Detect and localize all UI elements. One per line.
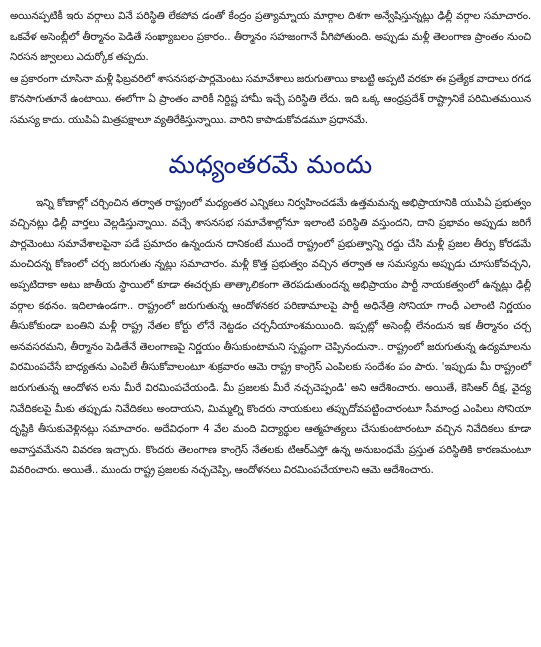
section-heading: మధ్యంతరమే మందు (168, 149, 373, 179)
body-paragraph (10, 193, 531, 481)
second-paragraph: ఆ ప్రకారంగా చూసినా మళ్లీ ఫిబ్రవరిలో శాసనసభ-పార్లమెంటు సమావేశాలు జరుగుతాయి కాబట్టి అప్పటి వరకూ ఈ ప్రత్యేక వాదాలు రగడ కొనసాగుతూనే ఉంటాయి. ఈలోగా ఏ ప్రాంతం వారికీ నిర్దిష్ట హామీ ఇచ్చే పరిస్థితి లేదు. ఇది ఒక్క ఆంధ్రప్రదేశ్ రాష్ట్రానికే పరిమితమయిన సమస్య కాదు. యుపిఏ మిత్రపక్షాలూ వ్యతిరేకిస్తున్నాయి. వారిని కాపాడుకోవడమూ ప్రధానమే. (10, 72, 531, 126)
intro-paragraph: అయినప్పటికీ ఇరు వర్గాలు వినే పరిస్థితి లేకపోవ డంతో కేంద్రం ప్రత్యామ్నాయ మార్గాల దిశగా అన్వేషిస్తున్నట్లు ఢిల్లీ వర్గాల సమాచారం. ఒకవేళ అసెంబ్లీలో తీర్మానం పెడితే సంఖ్యాబలం ప్రకారం.. తీర్మానం సహజంగానే వీగిపోతుంది. అప్పుడు మళ్లీ తెలంగాణ ప్రాంతం నుంచి నిరసన జ్వాలలు ఎదుర్కోక తప్పదు. (10, 10, 531, 64)
body-paragraph-text: ఇన్ని కోణాల్లో చర్చించిన తర్వాత రాష్ట్రంలో మధ్యంతర ఎన్నికలు నిర్వహించడమే ఉత్తమమన్న అభిప్రాయానికి యుపిఏ ప్రభుత్వం వచ్చినట్లు ఢిల్లీ వార్తలు వెల్లడిస్తున్నాయి. వచ్చే శాసనసభ సమావేశాల్లోనూ ఇలాంటి పరిస్థితి వస్తుందని, దాని ప్రభావం అప్పుడు జరిగే పార్లమెంటు సమావేశాలపైనా పడే ప్రమాదం ఉన్నందున దానికంటే ముందే రాష్ట్రంలో ప్రభుత్వాన్ని రద్దు చేసి మళ్లీ ప్రజల తీర్పు కోరడమే మంచిదన్న కోణంలో చర్చ జరుగుతు న్నట్లు సమాచారం. మళ్లీ కొత్త ప్రభుత్వం వచ్చిన తర్వాత ఆ సమస్యను అప్పుడు చూసుకోవచ్చని, అప్పటిదాకా అటు జాతీయ స్థాయిలో కూడా ఈచర్చకు తాత్కాలికంగా తెరపడుతుందన్న అభిప్రాయం పార్టీ నాయకత్వంలో ఉన్నట్లు ఢిల్లీ వర్గాల కథనం. ఇదిలాఉండగా.. రాష్ట్రంలో జరుగుతున్న ఆందోళనకర పరిణామాలపై పార్టీ అధినేత్రి సోనియా గాంధీ ఎలాంటి నిర్ణయం తీసుకోకుండా బంతిని మళ్లీ రాష్ట్ర నేతల కోర్టు లోనే నెట్టడం చర్చనీయాంశమయింది. ఇప్పట్లో అసెంబ్లీ లేనందున ఇక తీర్మానం చర్చ అనవసరమని, తీర్మానం పెడితేనే తెలంగాణపై నిర్ణయం తీసుకుంటామని స్పష్టంగా చెప్పినందునా.. రాష్ట్రంలో జరుగుతున్న ఉద్యమాలను విరమింపచేసే బాధ్యతను ఎంపిలే తీసుకోవాలంటూ శుక్రవారం ఆమె రాష్ట్ర కాంగ్రెస్ ఎంపిలకు సందేశం పం పారు. 'ఇప్పుడు మీ రాష్ట్రంలో జరుగుతున్న ఆందోళన లను మీరే విరమింపచేయండి. మీ ప్రజలకు మీరే నచ్చచెప్పండి' అని ఆదేశించారు. అయితే, కెసిఆర్ దీక్ష, వైద్య నివేదికలపై మీకు తప్పుడు నివేదికలు అందాయని, మిమ్మల్ని కొందరు నాయకులు తప్పుదోవపట్టించారంటూ సీమాంధ్ర ఎంపిలు సోనియా దృష్టికి తీసుకువెళ్లినట్లు సమాచారం. అదేవిధంగా 4 వేల మంది విద్యార్థుల ఆత్మహత్యలు చేసుకుంటారంటూ వచ్చిన నివేదికలు కూడా అవాస్తవమేనని వివరణ ఇచ్చారు. కొందరు తెలంగాణ కాంగ్రెస్ నేతలకు టిఆర్ఎస్తో ఉన్న అనుబంధమే ప్రస్తుత పరిస్థితికి కారణమంటూ వివరించారు. అయితే.. ముందు రాష్ట్ర ప్రజలకు నచ్చచెప్పి, ఆందోళనలు విరమింపచేయాలని ఆమె ఆదేశించారు. (10, 196, 531, 477)
